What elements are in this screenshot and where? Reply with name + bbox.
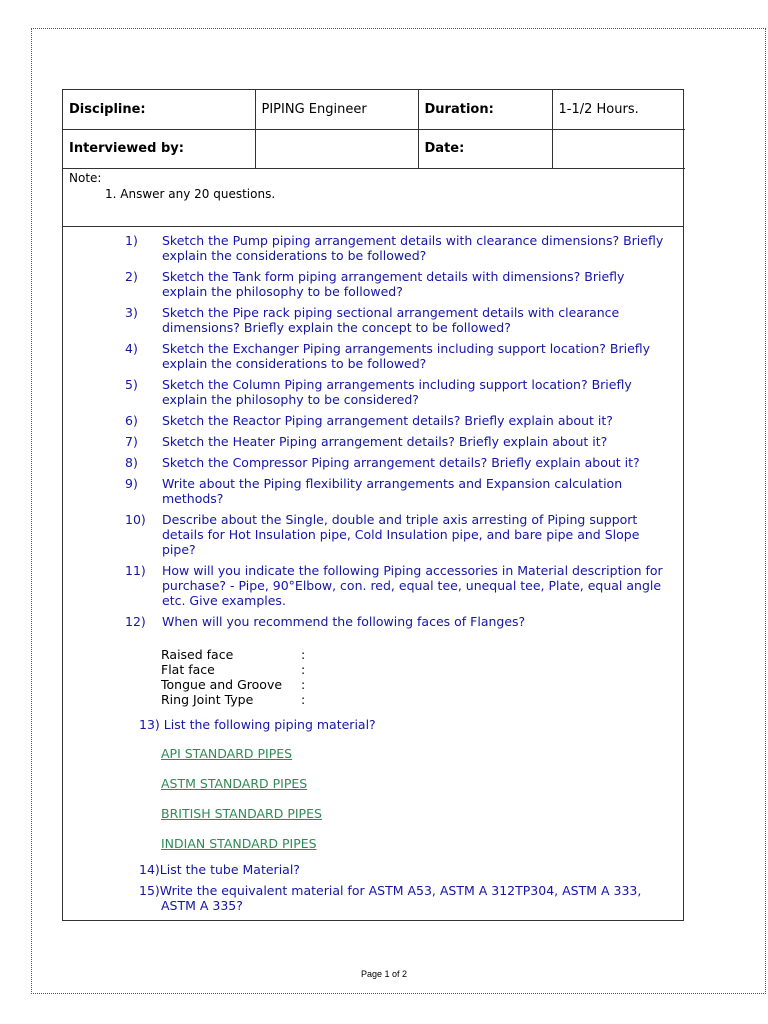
question-text: Sketch the Column Piping arrangements including support location? Briefly explain the philosophy to be considered? [162,376,632,407]
question-number: 4) [125,340,138,356]
question-13: 13) List the following piping material? [139,716,376,732]
note-label: Note: [69,170,102,185]
page-footer: Page 1 of 2 [360,969,408,979]
question-number: 6) [125,412,138,428]
duration-value: 1-1/2 Hours. [552,90,685,129]
question-14: 14)List the tube Material? [139,861,300,877]
questions-section [63,227,683,913]
question-number: 11) [125,562,146,578]
date-value [552,129,685,168]
question-item [63,476,683,506]
flange-name: Flat face [161,661,215,677]
link-british-standard-pipes[interactable]: BRITISH STANDARD PIPES [161,805,322,821]
question-item [63,512,683,557]
flange-name: Raised face [161,646,234,662]
question-text: Sketch the Compressor Piping arrangement details? Briefly explain about it? [162,454,640,470]
flange-row [161,647,683,662]
flange-row [161,662,683,677]
flange-separator: : [301,661,306,677]
link-indian-standard-pipes[interactable]: INDIAN STANDARD PIPES [161,835,317,851]
question-item [63,305,683,335]
question-item [63,563,683,608]
note-section [63,169,683,227]
note-item: 1. Answer any 20 questions. [105,186,276,201]
question-text: Sketch the Pump piping arrangement details with clearance dimensions? Briefly explain the considerations to be followed? [162,232,664,263]
question-text: Sketch the Heater Piping arrangement details? Briefly explain about it? [162,433,608,449]
document-frame [62,89,684,921]
question-text: Sketch the Tank form piping arrangement details with dimensions? Briefly explain the philosophy to be followed? [162,268,625,299]
question-item [63,233,683,263]
question-text: Sketch the Exchanger Piping arrangements including support location? Briefly explain the considerations to be followed? [162,340,651,371]
question-text: Describe about the Single, double and triple axis arresting of Piping support details for Hot Insulation pipe, Cold Insulation pipe, and bare pipe and Slope pipe? [162,511,640,557]
flange-name: Tongue and Groove [161,676,283,692]
question-item [63,341,683,371]
question-item [63,455,683,470]
flange-row [161,692,683,707]
question-number: 10) [125,511,146,527]
flange-separator: : [301,646,306,662]
flange-row [161,677,683,692]
link-astm-standard-pipes[interactable]: ASTM STANDARD PIPES [161,775,308,791]
flange-separator: : [301,676,306,692]
question-number: 5) [125,376,138,392]
question-number: 7) [125,433,138,449]
piping-material-links [161,746,683,851]
question-list [63,233,683,629]
question-number: 9) [125,475,138,491]
question-text: Sketch the Reactor Piping arrangement details? Briefly explain about it? [162,412,613,428]
question-number: 8) [125,454,138,470]
question-number: 2) [125,268,138,284]
question-item [63,377,683,407]
interviewed-value [255,129,418,168]
interviewed-label: Interviewed by: [63,129,255,168]
question-number: 1) [125,232,138,248]
question-15-line-2: ASTM A 335? [161,897,243,913]
flange-name: Ring Joint Type [161,691,254,707]
question-text: How will you indicate the following Piping accessories in Material description for purchase? - Pipe, 90°Elbow, con. red, equal tee, unequal tee, Plate, equal angle etc. Give examples. [162,562,663,608]
duration-label: Duration: [418,90,552,129]
question-number: 3) [125,304,138,320]
question-item [63,269,683,299]
question-item [63,434,683,449]
question-15-line-1: 15)Write the equivalent material for ASTM A53, ASTM A 312TP304, ASTM A 333, [139,882,642,898]
question-text: Sketch the Pipe rack piping sectional arrangement details with clearance dimensions? Briefly explain the concept to be followed? [162,304,620,335]
question-text: When will you recommend the following faces of Flanges? [162,613,526,629]
question-text: Write about the Piping flexibility arrangements and Expansion calculation methods? [162,475,623,506]
flange-separator: : [301,691,306,707]
flange-faces-list [161,647,683,707]
header-table [63,90,685,169]
question-number: 12) [125,613,146,629]
question-item [63,614,683,629]
discipline-label: Discipline: [63,90,255,129]
link-api-standard-pipes[interactable]: API STANDARD PIPES [161,745,293,761]
discipline-value: PIPING Engineer [255,90,418,129]
question-item [63,413,683,428]
date-label: Date: [418,129,552,168]
